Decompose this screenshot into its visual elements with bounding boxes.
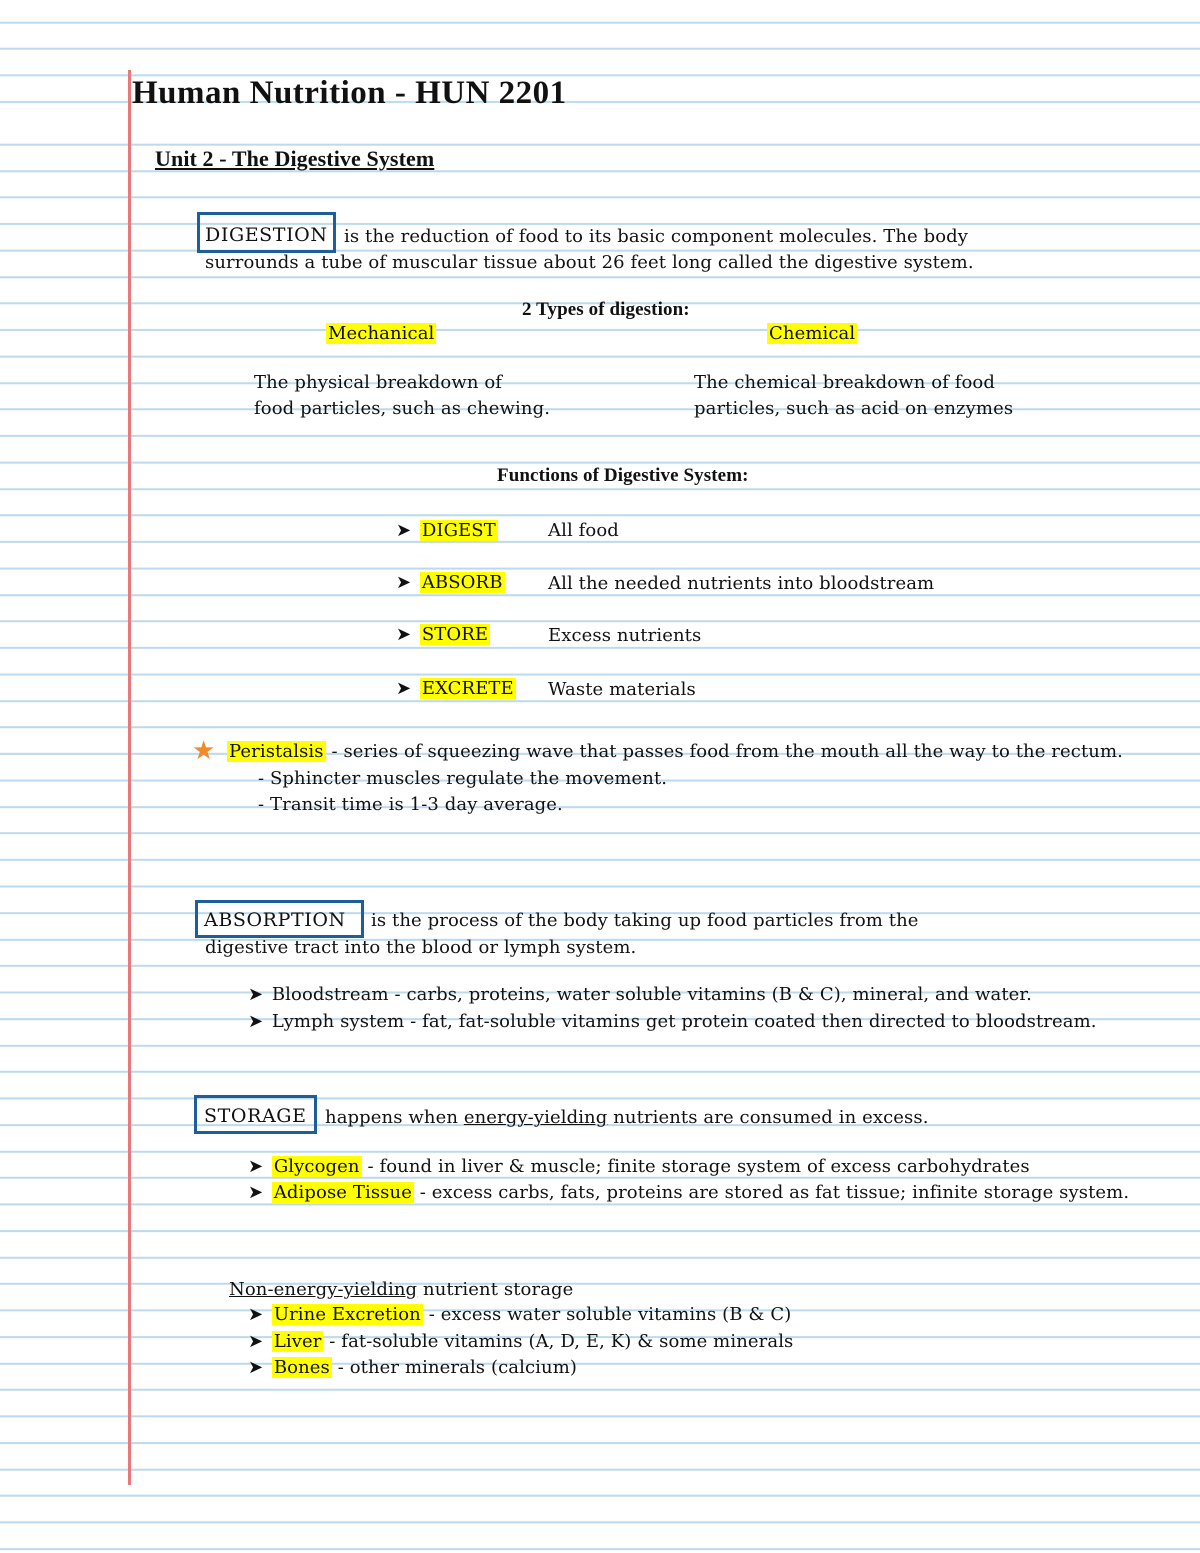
storage-item: ➤ Adipose Tissue - excess carbs, fats, proteins are stored as fat tissue; infinite storage system. [248,1182,1130,1203]
digestion-definition-line2: surrounds a tube of muscular tissue about 26 feet long called the digestive system. [205,252,974,273]
arrow-bullet-icon: ➤ [248,984,264,1005]
absorption-item: ➤ Lymph system - fat, fat-soluble vitamins get protein coated then directed to bloodstream. [248,1011,1097,1032]
types-heading: 2 Types of digestion: [522,299,690,320]
arrow-bullet-icon: ➤ [396,678,412,699]
unit-heading: Unit 2 - The Digestive System [155,146,435,171]
non-energy-item: ➤ Liver - fat-soluble vitamins (A, D, E, K) & some minerals [248,1331,794,1352]
arrow-bullet-icon: ➤ [396,624,412,645]
arrow-bullet-icon: ➤ [248,1182,264,1203]
function-item: ➤ DIGEST [396,520,496,541]
arrow-bullet-icon: ➤ [396,520,412,541]
storage-definition: happens when energy-yielding nutrients are consumed in excess. [325,1107,929,1128]
function-item-desc: All food [548,520,619,541]
non-energy-item: ➤ Urine Excretion - excess water soluble vitamins (B & C) [248,1304,792,1325]
mechanical-desc-line2: food particles, such as chewing. [254,398,551,419]
mechanical-label: Mechanical [328,323,435,344]
function-item: ➤ EXCRETE [396,678,514,699]
absorption-item: ➤ Bloodstream - carbs, proteins, water soluble vitamins (B & C), mineral, and water. [248,984,1032,1005]
peristalsis-line: Peristalsis - series of squeezing wave that passes food from the mouth all the way to the rectum. [229,741,1123,762]
chemical-desc-line2: particles, such as acid on enzymes [694,398,1014,419]
digestion-definition-line1: is the reduction of food to its basic component molecules. The body [344,226,969,247]
function-item-desc: All the needed nutrients into bloodstream [548,573,935,594]
function-item: ➤ ABSORB [396,572,503,593]
function-item-desc: Excess nutrients [548,625,702,646]
mechanical-desc-line1: The physical breakdown of [254,372,503,393]
arrow-bullet-icon: ➤ [248,1156,264,1177]
function-item-desc: Waste materials [548,679,696,700]
chemical-desc-line1: The chemical breakdown of food [694,372,995,393]
arrow-bullet-icon: ➤ [396,572,412,593]
arrow-bullet-icon: ➤ [248,1011,264,1032]
storage-item: ➤ Glycogen - found in liver & muscle; finite storage system of excess carbohydrates [248,1156,1030,1177]
star-icon: ★ [192,736,216,766]
function-item: ➤ STORE [396,624,489,645]
chemical-label: Chemical [769,323,856,344]
non-energy-item: ➤ Bones - other minerals (calcium) [248,1357,577,1378]
digestion-term: DIGESTION [205,224,328,246]
absorption-term: ABSORPTION [204,909,346,931]
peristalsis-sub1: - Sphincter muscles regulate the movement. [258,768,668,789]
functions-heading: Functions of Digestive System: [497,465,749,486]
non-energy-heading: Non-energy-yielding nutrient storage [229,1279,574,1300]
absorption-definition-line1: is the process of the body taking up food particles from the [371,910,919,931]
notebook-margin-line [128,70,131,1485]
storage-term: STORAGE [204,1105,307,1127]
arrow-bullet-icon: ➤ [248,1304,264,1325]
peristalsis-sub2: - Transit time is 1-3 day average. [258,794,563,815]
arrow-bullet-icon: ➤ [248,1331,264,1352]
page-title: Human Nutrition - HUN 2201 [132,75,567,111]
absorption-definition-line2: digestive tract into the blood or lymph system. [205,937,637,958]
arrow-bullet-icon: ➤ [248,1357,264,1378]
